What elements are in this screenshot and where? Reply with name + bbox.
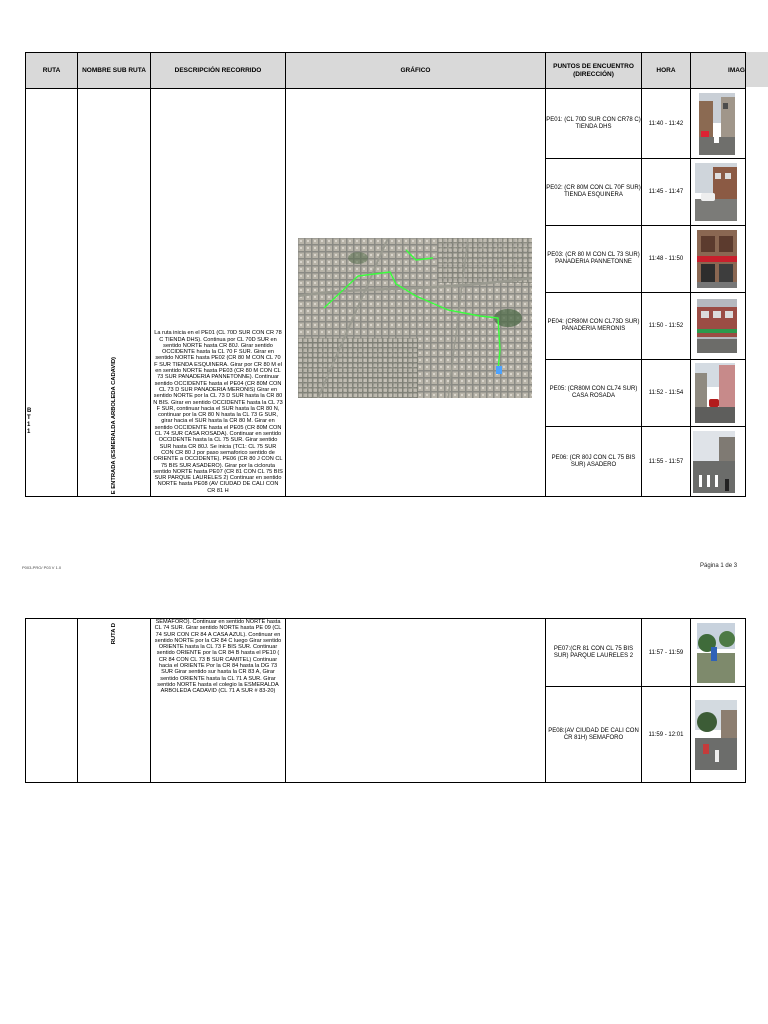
- hora-pe06: 11:55 - 11:57: [642, 427, 691, 497]
- meeting-point-pe01: PE01: (CL 70D SUR CON CR78 C) TIENDA DHS: [546, 89, 642, 159]
- sub-ruta-cell: [78, 89, 151, 497]
- ruta-code-cell: [26, 89, 78, 497]
- photo-cell-pe07: [691, 619, 746, 687]
- street-photo-pe03: [697, 230, 737, 288]
- hora-pe01: 11:40 - 11:42: [642, 89, 691, 159]
- street-photo-pe08: [695, 700, 737, 770]
- hora-pe08: 11:59 - 12:01: [642, 687, 691, 783]
- sub-ruta-cell-p2: [78, 619, 151, 783]
- street-photo-pe02: [695, 163, 737, 221]
- footer-code: P003-PRO/ P03 V 1.0: [22, 565, 62, 570]
- table-header-row: [26, 53, 746, 89]
- street-photo-pe06: [693, 431, 735, 493]
- header-nombre-sub-ruta: NOMBRE SUB RUTA: [78, 53, 151, 89]
- meeting-point-pe03: PE03: (CR 80 M CON CL 73 SUR) PANADERIA PANNETONNE: [546, 226, 642, 293]
- table-row: [26, 619, 746, 687]
- photo-cell-pe03: [691, 226, 746, 293]
- sub-ruta-name-p2: RUTA D: [111, 623, 117, 645]
- route-table-page1: [25, 52, 746, 497]
- photo-cell-pe08: [691, 687, 746, 783]
- ruta-code: B T 1 1: [27, 408, 32, 435]
- hora-pe04: 11:50 - 11:52: [642, 293, 691, 360]
- street-photo-pe05: [695, 363, 735, 423]
- hora-pe07: 11:57 - 11:59: [642, 619, 691, 687]
- hora-pe03: 11:48 - 11:50: [642, 226, 691, 293]
- photo-cell-pe04: [691, 293, 746, 360]
- meeting-point-pe04: PE04: (CR80M CON CL73D SUR) PANADERIA MERONIS: [546, 293, 642, 360]
- hora-pe05: 11:52 - 11:54: [642, 360, 691, 427]
- meeting-point-pe08: PE08:(AV CIUDAD DE CALI CON CR 81H) SEMAFORO: [546, 687, 642, 783]
- park-photo-pe07: [697, 623, 735, 683]
- route-description: La ruta inicia en el PE01 (CL 70D SUR CON CR 78 C TIENDA DHS). Continua por CL 70D SUR en sentido NORTE hasta CR 80J. Girar sentido OCCIDENTE hasta la CL 70 F SUR. Girar en sentido NORTE hasta PE02 (CR 80 M CON CL 70 F SUR TIENDA ESQUINERA. Girar por CR 80 M el en sentido NORTE hasta PE03 (CR 80 M CON CL 73 SUR PANADERIA PANNETONNE). Continuar sentido OCCIDENTE hasta el PE04 (CR 80M CON CL 73 D SUR PANADERIA MERONIS) Girar en sentido NORTE por la CL 73 D SUR hasta la CR 80 N BIS. Girar en sentido OCCIDENTE hasta la CL 73 F SUR, continuar hacia el SUR hasta la CR 80 N, continuar por la CR 80 N hasta la CL 73 G SUR, girar hacia el SUR hasta la CR 80 M. Girar en sentido OCCIDENTE hasta el PE05 (CR 80M CON CL 74 SUR CASA ROSADA). Continuar en sentido OCCIDENTE hasta la CL 75 SUR. Girar sentido SUR hasta CR 80J. Se inicia (TC1: CL 75 SUR CON CR 80 J por paso semaforico sentido de ORIENTE a OCCIDENTE). PE06 (CR 80 J CON CL 75 BIS SUR ASADERO). Girar por la cicloruta sentido NORTE hasta PE07 (CR 81 CON CL 75 BIS SUR PARQUE LAURELES 2) Continuar en sentido NORTE hasta PE08 (AV CIUDAD DE CALI CON CR 81 H: [153, 330, 283, 494]
- sub-ruta-name: E ENTRADA (ESMERALDA ARBOLEDA CADAVID): [111, 356, 117, 494]
- photo-cell-pe05: [691, 360, 746, 427]
- street-photo-pe01: [699, 93, 735, 155]
- header-grafico: GRÁFICO: [286, 53, 546, 89]
- page-number: Página 1 de 3: [700, 563, 738, 569]
- header-hora: HORA: [642, 53, 691, 89]
- photo-cell-pe01: [691, 89, 746, 159]
- meeting-point-pe05: PE05: (CR80M CON CL74 SUR) CASA ROSADA: [546, 360, 642, 427]
- hora-pe02: 11:45 - 11:47: [642, 159, 691, 226]
- meeting-point-pe02: PE02: (CR 80M CON CL 70F SUR) TIENDA ESQUINERA: [546, 159, 642, 226]
- imagen-header-overflow: [744, 52, 768, 87]
- meeting-point-pe07: PE07:(CR 81 CON CL 75 BIS SUR) PARQUE LAURELES 2: [546, 619, 642, 687]
- meeting-point-pe06: PE06: (CR 80J CON CL 75 BIS SUR) ASADERO: [546, 427, 642, 497]
- street-photo-pe04: [697, 299, 737, 353]
- description-cell-p2: [151, 619, 286, 783]
- ruta-code-cell-p2: [26, 619, 78, 783]
- description-cell: [151, 89, 286, 497]
- photo-cell-pe06: [691, 427, 746, 497]
- header-imagen: IMAG: [691, 53, 746, 89]
- header-ruta: RUTA: [26, 53, 78, 89]
- map-cell: [286, 89, 546, 497]
- route-map-image: [298, 238, 532, 398]
- header-puntos: PUNTOS DE ENCUENTRO (DIRECCIÓN): [546, 53, 642, 89]
- header-descripcion: DESCRIPCIÓN RECORRIDO: [151, 53, 286, 89]
- map-cell-p2: [286, 619, 546, 783]
- route-table-page2: [25, 618, 746, 783]
- photo-cell-pe02: [691, 159, 746, 226]
- table-row: [26, 89, 746, 159]
- route-description-p2: SEMAFORO). Continuar en sentido NORTE hasta CL 74 SUR. Girar sentido NORTE hasta PE 09 (CL 74 SUR CON CR 84 A CASA AZUL). Continuar en sentido NORTE por la CR 84 C luego Girar sentido ORIENTE hasta la CL 73 F BIS SUR. Continuar sentido ORIENTE por la CR 84 B hasta el PE10 ( CR 84 CON CL 73 B SUR CAMITEL) Continuar hacia el ORIENTE Por la CR 84 hasta la DG 73 SUR Girar sentido sur hasta la CR 83 A, Girar sentido ORIENTE hasta la CL 71 A SUR. Girar sentido NORTE hasta el colegio la ESMERALDA ARBOLEDA CADAVID (CL 71 A SUR # 83-20): [154, 619, 282, 695]
